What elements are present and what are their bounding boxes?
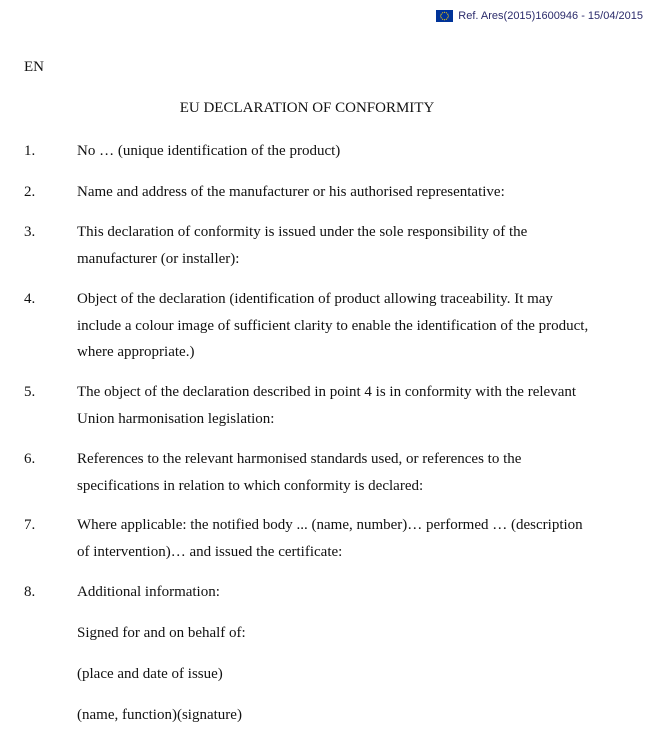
signed-for-line: Signed for and on behalf of: — [77, 625, 246, 641]
item-line: Object of the declaration (identification of product allowing traceability. It may — [77, 291, 553, 307]
item-text — [77, 138, 617, 165]
name-function-line: (name, function)(signature) — [77, 707, 242, 723]
place-date-line: (place and date of issue) — [77, 666, 223, 682]
reference-stamp — [436, 10, 643, 22]
item-text — [77, 286, 617, 366]
item-line: Name and address of the manufacturer or his authorised representative: — [77, 184, 505, 200]
item-line: This declaration of conformity is issued under the sole responsibility of the — [77, 224, 528, 240]
item-number: 2. — [24, 184, 36, 200]
language-code: EN — [24, 59, 44, 75]
item-number: 7. — [24, 517, 36, 533]
item-number: 6. — [24, 451, 36, 467]
item-line: References to the relevant harmonised standards used, or references to the — [77, 451, 522, 467]
item-text — [77, 179, 617, 206]
item-line: Where applicable: the notified body ... (name, number)… performed … (description — [77, 517, 583, 533]
item-line: Union harmonisation legislation: — [77, 410, 275, 427]
item-number: 5. — [24, 384, 36, 400]
item-number: 3. — [24, 224, 36, 240]
item-number: 1. — [24, 143, 36, 159]
item-number: 4. — [24, 291, 36, 307]
item-line: include a colour image of sufficient clarity to enable the identification of the product, — [77, 317, 589, 334]
reference-text: Ref. Ares(2015)1600946 - 15/04/2015 — [458, 10, 643, 22]
item-text — [77, 446, 617, 499]
item-line: The object of the declaration described in point 4 is in conformity with the relevant — [77, 384, 577, 400]
document-title: EU DECLARATION OF CONFORMITY — [179, 100, 435, 116]
item-line: No … (unique identification of the product) — [77, 143, 341, 159]
item-text — [77, 512, 617, 565]
item-line: where appropriate.) — [77, 344, 195, 360]
item-line: of intervention)… and issued the certificate: — [77, 543, 343, 560]
item-line: Additional information: — [77, 584, 220, 600]
item-line: manufacturer (or installer): — [77, 250, 240, 267]
eu-flag-icon — [436, 10, 453, 22]
item-line: specifications in relation to which conformity is declared: — [77, 477, 424, 494]
item-text — [77, 579, 617, 606]
item-text — [77, 219, 617, 272]
item-number: 8. — [24, 584, 36, 600]
item-text — [77, 379, 617, 432]
